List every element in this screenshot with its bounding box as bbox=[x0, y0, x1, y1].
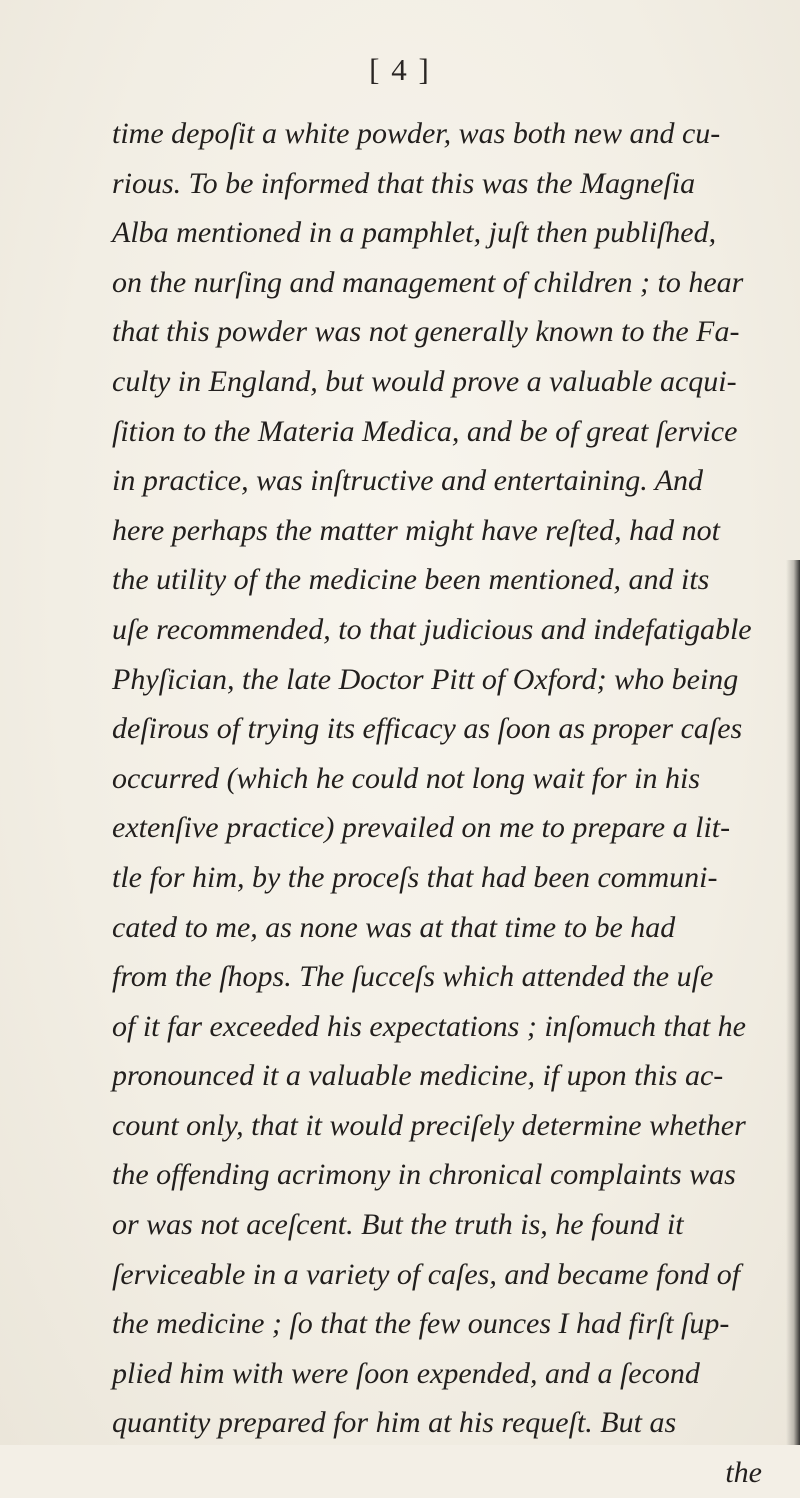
text-line: time depoſit a white powder, was both new and cu- bbox=[112, 117, 721, 150]
text-line: the offending acrimony in chronical complaints was bbox=[112, 1158, 736, 1192]
text-line: Phyſician, the late Doctor Pitt of Oxford; who being bbox=[112, 662, 739, 696]
text-line: plied him with were ſoon expended, and a ſecond bbox=[112, 1356, 700, 1390]
text-line: here perhaps the matter might have reſted, had not bbox=[112, 513, 720, 547]
text-line: occurred (which he could not long wait for in his bbox=[112, 761, 701, 795]
text-line: culty in England, but would prove a valuable acqui- bbox=[112, 364, 737, 398]
text-line: on the nurſing and management of children ; to hear bbox=[112, 265, 744, 299]
page-number: [ 4 ] bbox=[369, 52, 431, 87]
text-line: the medicine ; ſo that the few ounces I had firſt ſup- bbox=[112, 1307, 730, 1341]
text-line: quantity prepared for him at his requeſt. But as bbox=[112, 1406, 677, 1440]
text-line: or was not aceſcent. But the truth is, he found it bbox=[112, 1208, 684, 1242]
text-line: deſirous of trying its efficacy as ſoon as proper caſes bbox=[112, 712, 743, 746]
text-line: tle for him, by the proceſs that had been communi- bbox=[112, 860, 718, 894]
text-line: in practice, was inſtructive and entertaining. And bbox=[112, 464, 704, 498]
text-line: the utility of the medicine been mentioned, and its bbox=[112, 563, 710, 597]
text-line: cated to me, as none was at that time to be had bbox=[112, 910, 676, 944]
text-line: of it far exceeded his expectations ; inſomuch that he bbox=[112, 1009, 746, 1043]
text-line: extenſive practice) prevailed on me to prepare a lit- bbox=[112, 811, 731, 845]
body-text bbox=[112, 109, 800, 1498]
text-line: pronounced it a valuable medicine, if upon this ac- bbox=[112, 1059, 724, 1093]
page-edge-shadow bbox=[786, 560, 800, 1445]
text-line: that this powder was not generally known to the Fa- bbox=[112, 315, 740, 349]
catchword: the bbox=[725, 1456, 762, 1490]
text-line: ſition to the Materia Medica, and be of great ſervice bbox=[112, 414, 738, 448]
text-line: from the ſhops. The ſucceſs which attended the uſe bbox=[112, 960, 714, 994]
text-line: rious. To be informed that this was the Magneſia bbox=[112, 166, 696, 200]
text-line: uſe recommended, to that judicious and indefatigable bbox=[112, 612, 752, 646]
text-line: count only, that it would preciſely determine whether bbox=[112, 1108, 746, 1142]
text-line: ſerviceable in a variety of caſes, and became fond of bbox=[112, 1257, 741, 1291]
text-line: Alba mentioned in a pamphlet, juſt then publiſhed, bbox=[112, 216, 717, 250]
